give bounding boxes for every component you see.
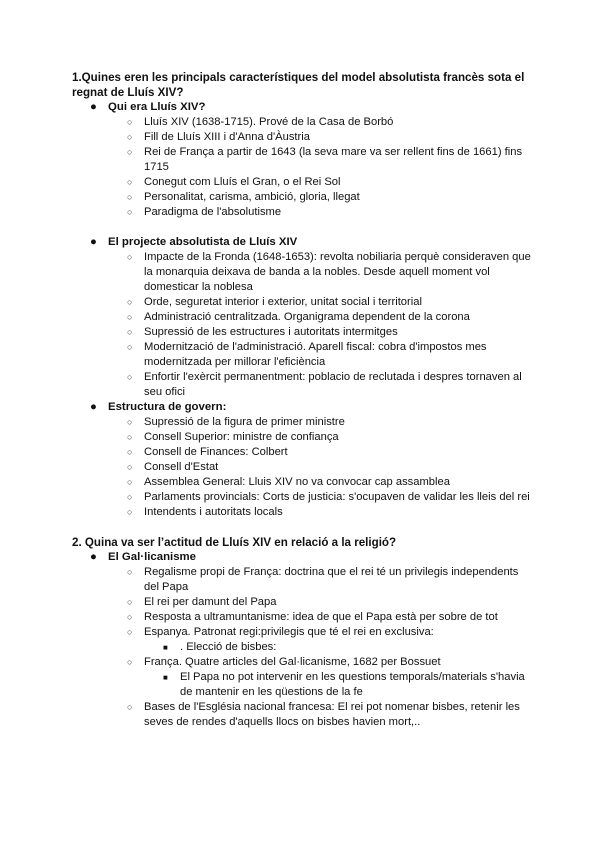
list-item: ○ Consell Superior: ministre de confiança	[127, 431, 339, 443]
filled-bullet-icon: ●	[90, 236, 97, 248]
list-item: ○ Administració centralitzada. Organigrama dependent de la corona	[127, 311, 470, 323]
list-item: ○ Impacte de la Fronda (1648-1653): revolta nobiliaria perquè consideraven que la monarquia deixava de banda a la nobles. Desde aquell moment vol domesticar la noblesa	[127, 251, 531, 293]
square-bullet-icon: ■	[163, 673, 168, 682]
list-item: ○ Fill de Lluís XIII i d'Anna d'Àustria	[127, 131, 310, 143]
sub-list-item: ■ El Papa no pot intervenir en les questions temporals/materials s'havia de mantenir en les qüestions de la fe	[163, 671, 525, 698]
hollow-bullet-icon: ○	[127, 567, 133, 577]
hollow-bullet-icon: ○	[127, 177, 133, 187]
section-1-list	[72, 100, 532, 520]
hollow-bullet-icon: ○	[127, 192, 133, 202]
spacer	[108, 220, 532, 235]
hollow-bullet-icon: ○	[127, 477, 133, 487]
list-item: ○ Assemblea General: Lluis XIV no va convocar cap assamblea	[127, 476, 450, 488]
sub-list-item: ■ . Elecció de bisbes:	[163, 641, 277, 653]
hollow-bullet-icon: ○	[127, 252, 133, 262]
group-items	[72, 415, 532, 520]
list-item: ○ Orde, seguretat interior i exterior, unitat social i territorial	[127, 296, 422, 308]
hollow-bullet-icon: ○	[127, 297, 133, 307]
group-heading: Qui era Lluís XIV?	[108, 101, 206, 113]
square-bullet-icon: ■	[163, 643, 168, 652]
hollow-bullet-icon: ○	[127, 207, 133, 217]
group-heading: El projecte absolutista de Lluís XIV	[108, 236, 298, 248]
group-projecte-absolutista	[72, 235, 532, 400]
sub-items-franca	[72, 670, 532, 700]
hollow-bullet-icon: ○	[127, 657, 133, 667]
list-item: ○ França. Quatre articles del Gal·licanisme, 1682 per Bossuet ■ El Papa no pot intervenir en les questions temporals/materials s'havia de mantenir en les qüestions de la fe	[72, 655, 532, 700]
list-item: ○ Personalitat, carisma, ambició, gloria, llegat	[127, 191, 360, 203]
filled-bullet-icon: ●	[90, 101, 97, 113]
hollow-bullet-icon: ○	[127, 117, 133, 127]
list-item: ○ Regalisme propi de França: doctrina que el rei té un privilegis independents del Papa	[127, 566, 519, 593]
list-item: ○ Resposta a ultramuntanisme: idea de que el Papa està per sobre de tot	[127, 611, 498, 623]
hollow-bullet-icon: ○	[127, 462, 133, 472]
group-estructura-govern	[72, 400, 532, 520]
list-item: ○ El rei per damunt del Papa	[127, 596, 277, 608]
section-2-list	[72, 550, 532, 730]
list-item: ○ Consell de Finances: Colbert	[127, 446, 288, 458]
list-item: ○ Espanya. Patronat regi:privilegis que té el rei en exclusiva: ■ . Elecció de bisbes:	[72, 625, 532, 655]
hollow-bullet-icon: ○	[127, 147, 133, 157]
list-item: ○ Lluís XIV (1638-1715). Prové de la Casa de Borbó	[127, 116, 394, 128]
list-item: ○ Conegut com Lluís el Gran, o el Rei Sol	[127, 176, 341, 188]
group-items	[72, 250, 532, 400]
list-item: ○ Supressió de les estructures i autoritats intermitges	[127, 326, 398, 338]
hollow-bullet-icon: ○	[127, 312, 133, 322]
group-heading: Estructura de govern:	[108, 401, 227, 413]
hollow-bullet-icon: ○	[127, 492, 133, 502]
hollow-bullet-icon: ○	[127, 627, 133, 637]
hollow-bullet-icon: ○	[127, 702, 133, 712]
hollow-bullet-icon: ○	[127, 432, 133, 442]
group-heading: El Gal·licanisme	[108, 551, 196, 563]
hollow-bullet-icon: ○	[127, 372, 133, 382]
hollow-bullet-icon: ○	[127, 327, 133, 337]
sub-items-espanya	[72, 640, 532, 655]
group-items	[72, 115, 532, 220]
hollow-bullet-icon: ○	[127, 417, 133, 427]
list-item: ○ Modernització de l'administració. Aparell fiscal: cobra d'impostos mes modernitzada per millorar l'eficiència	[127, 341, 487, 368]
list-item: ○ Parlaments provincials: Corts de justicia: s'ocupaven de validar les lleis del rei	[127, 491, 530, 503]
question-2-title: 2. Quina va ser l’actitud de Lluís XIV en relació a la religió?	[72, 536, 397, 549]
filled-bullet-icon: ●	[90, 551, 97, 563]
hollow-bullet-icon: ○	[127, 507, 133, 517]
section-1	[72, 70, 532, 520]
group-gallicanisme	[72, 550, 532, 730]
hollow-bullet-icon: ○	[127, 612, 133, 622]
list-item: ○ Paradigma de l'absolutisme	[127, 206, 282, 218]
list-item: ○ Intendents i autoritats locals	[127, 506, 283, 518]
hollow-bullet-icon: ○	[127, 132, 133, 142]
section-2	[72, 535, 532, 730]
hollow-bullet-icon: ○	[127, 342, 133, 352]
list-item: ○ Supressió de la figura de primer ministre	[127, 416, 345, 428]
hollow-bullet-icon: ○	[127, 447, 133, 457]
list-item: ○ Consell d'Estat	[127, 461, 219, 473]
question-1-title: 1.Quines eren les principals característiques del model absolutista francès sota el regnat de Lluís XIV?	[72, 71, 525, 99]
group-items	[72, 565, 532, 730]
group-qui-era	[72, 100, 532, 235]
filled-bullet-icon: ●	[90, 401, 97, 413]
document-page	[72, 70, 532, 730]
list-item: ○ Bases de l'Església nacional francesa: El rei pot nomenar bisbes, retenir les seves de rendes d'aquells llocs on bisbes havien mort,..	[127, 701, 520, 728]
list-item: ○ Enfortir l'exèrcit permanentment: poblacio de reclutada i despres tornaven al seu ofici	[127, 371, 522, 398]
list-item: ○ Rei de França a partir de 1643 (la seva mare va ser rellent fins de 1661) fins 1715	[127, 146, 523, 173]
hollow-bullet-icon: ○	[127, 597, 133, 607]
